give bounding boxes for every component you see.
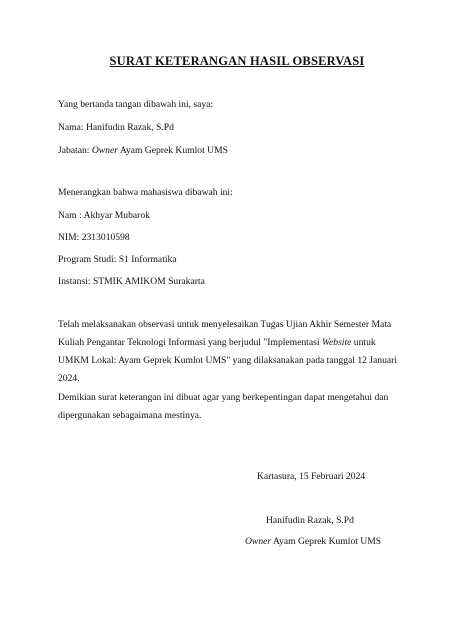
student-nim: NIM: 2313010598 [58,232,130,243]
body-paragraph [58,316,398,388]
student-institution: Instansi: STMIK AMIKOM Surakarta [58,276,205,287]
signature-name: Hanifudin Razak, S.Pd [266,515,354,526]
position-label: Jabatan: [58,145,92,156]
body-part-1: Telah melaksanakan observasi untuk menyelesaikan Tugas Ujian Akhir Semester Mata Kuliah Pengantar Teknologi Informasi yang berjudul "Implementasi [58,319,392,348]
signer-position [58,144,228,158]
body-part-2: untuk UMKM Lokal: Ayam Geprek Kumlot UMS" yang dilaksanakan pada tanggal 12 Januari 2024. [58,337,398,384]
student-program: Program Studi: S1 Informatika [58,254,177,265]
signature-position [245,535,381,549]
intro-text: Yang bertanda tangan dibawah ini, saya: [58,99,214,110]
signature-business: Ayam Geprek Kumlot UMS [271,536,382,547]
declare-text: Menerangkan bahwa mahasiswa dibawah ini: [58,187,233,198]
position-owner: Owner [91,145,118,156]
signer-name: Nama: Hanifudin Razak, S.Pd [58,122,174,133]
position-business: Ayam Geprek Kumlot UMS [117,145,228,156]
signature-owner: Owner [245,536,272,547]
closing-paragraph: Demikian surat keterangan ini dibuat agar yang berkepentingan dapat mengetahui dan dipergunakan sebagaimana mestinya. [58,392,389,421]
body-italic: Website [321,337,352,348]
student-name: Nam : Akhyar Mubarok [58,210,150,221]
place-date: Kartasura, 15 Februari 2024 [257,471,366,482]
letter-title: SURAT KETERANGAN HASIL OBSERVASI [109,54,365,68]
